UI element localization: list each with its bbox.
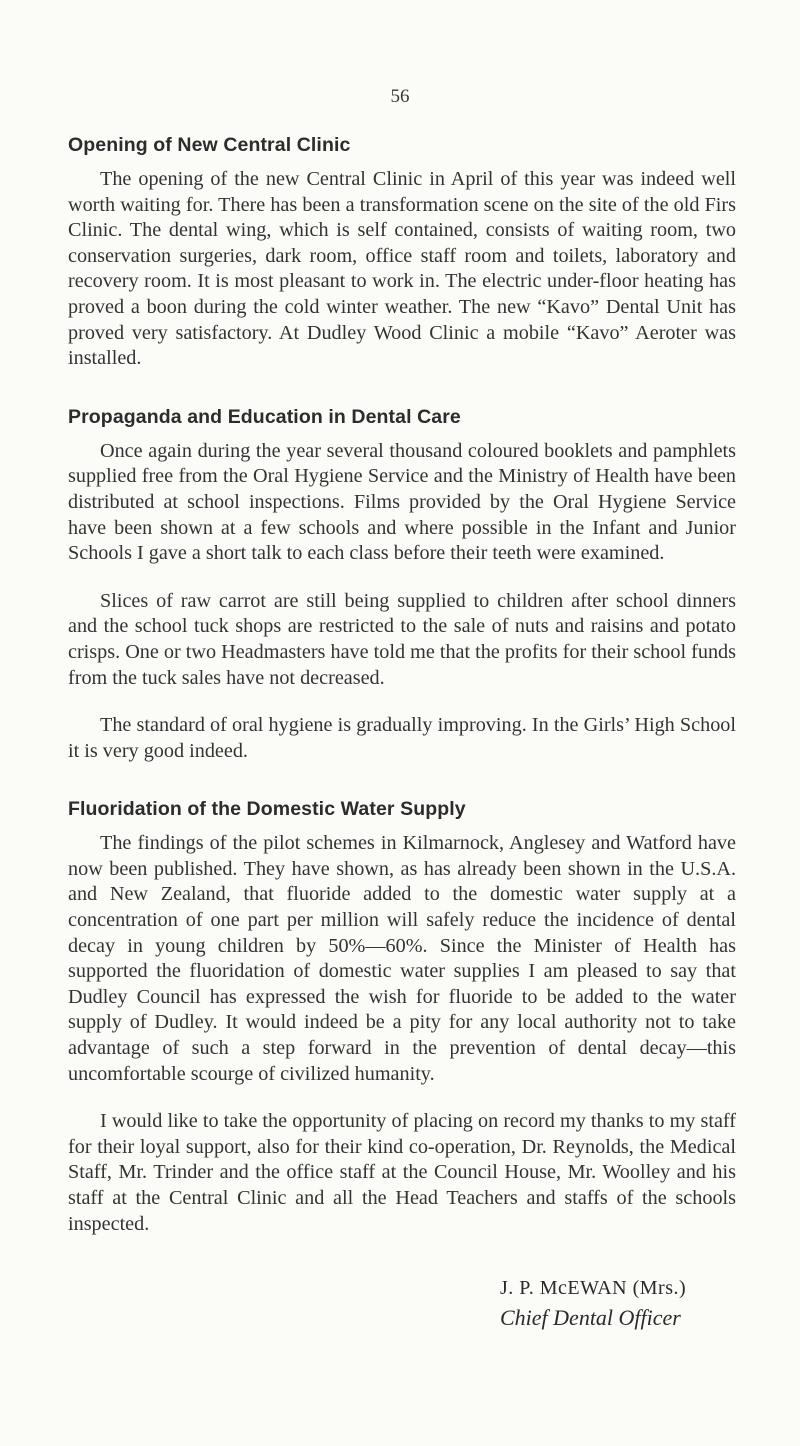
paragraph: I would like to take the opportunity of placing on record my thanks to my staff for their loyal support, also for their kind co-operation, Dr. Reynolds, the Medical Staff, Mr. Trinder and the office staff at the Council House, Mr. Woolley and his staff at the Central Clinic and all the Head Teachers and staffs of the schools inspected.	[68, 1110, 736, 1235]
signature-name: J. P. McEWAN (Mrs.)	[500, 1277, 687, 1300]
section-opening-central-clinic	[68, 134, 736, 372]
section-propaganda-education	[68, 406, 736, 765]
section-heading: Opening of New Central Clinic	[68, 134, 351, 156]
document-body	[68, 78, 736, 1333]
page-number: 56	[390, 86, 410, 107]
paragraph: The standard of oral hygiene is gradually improving. In the Girls’ High School it is very good indeed.	[68, 714, 736, 762]
paragraph: Slices of raw carrot are still being supplied to children after school dinners and the school tuck shops are restricted to the sale of nuts and raisins and potato crisps. One or two Headmasters have told me that the profits for their school funds from the tuck sales have not decreased.	[68, 589, 736, 689]
paragraph: The opening of the new Central Clinic in April of this year was indeed well worth waiting for. There has been a transformation scene on the site of the old Firs Clinic. The dental wing, which is self contained, consists of waiting room, two conservation surgeries, dark room, office staff room and toilets, laboratory and recovery room. It is most pleasant to work in. The electric under-floor heating has proved a boon during the cold winter weather. The new “Kavo” Dental Unit has proved very satisfactory. At Dudley Wood Clinic a mobile “Kavo” Aeroter was installed.	[68, 168, 736, 370]
paragraph: Once again during the year several thousand coloured booklets and pamphlets supplied free from the Oral Hygiene Service and the Ministry of Health have been distributed at school inspections. Films provided by the Oral Hygiene Service have been shown at a few schools and where possible in the Infant and Junior Schools I gave a short talk to each class before their teeth were examined.	[68, 439, 736, 565]
section-heading: Propaganda and Education in Dental Care	[68, 405, 461, 428]
signature-block	[500, 1273, 736, 1333]
paragraph: The findings of the pilot schemes in Kilmarnock, Anglesey and Watford have now been published. They have shown, as has already been shown in the U.S.A. and New Zealand, that fluoride added to the domestic water supply at a concentration of one part per million will safely reduce the incidence of dental decay in young children by 50%—60%. Since the Minister of Health has supported the fluoridation of domestic water supplies I am pleased to say that Dudley Council has expressed the wish for fluoride to be added to the water supply of Dudley. It would indeed be a pity for any local authority not to take advantage of such a step forward in the prevention of dental decay—this uncomfortable scourge of civilized humanity.	[68, 832, 736, 1085]
section-heading: Fluoridation of the Domestic Water Supply	[68, 798, 466, 821]
section-fluoridation	[68, 798, 736, 1237]
signature-title: Chief Dental Officer	[500, 1305, 681, 1331]
